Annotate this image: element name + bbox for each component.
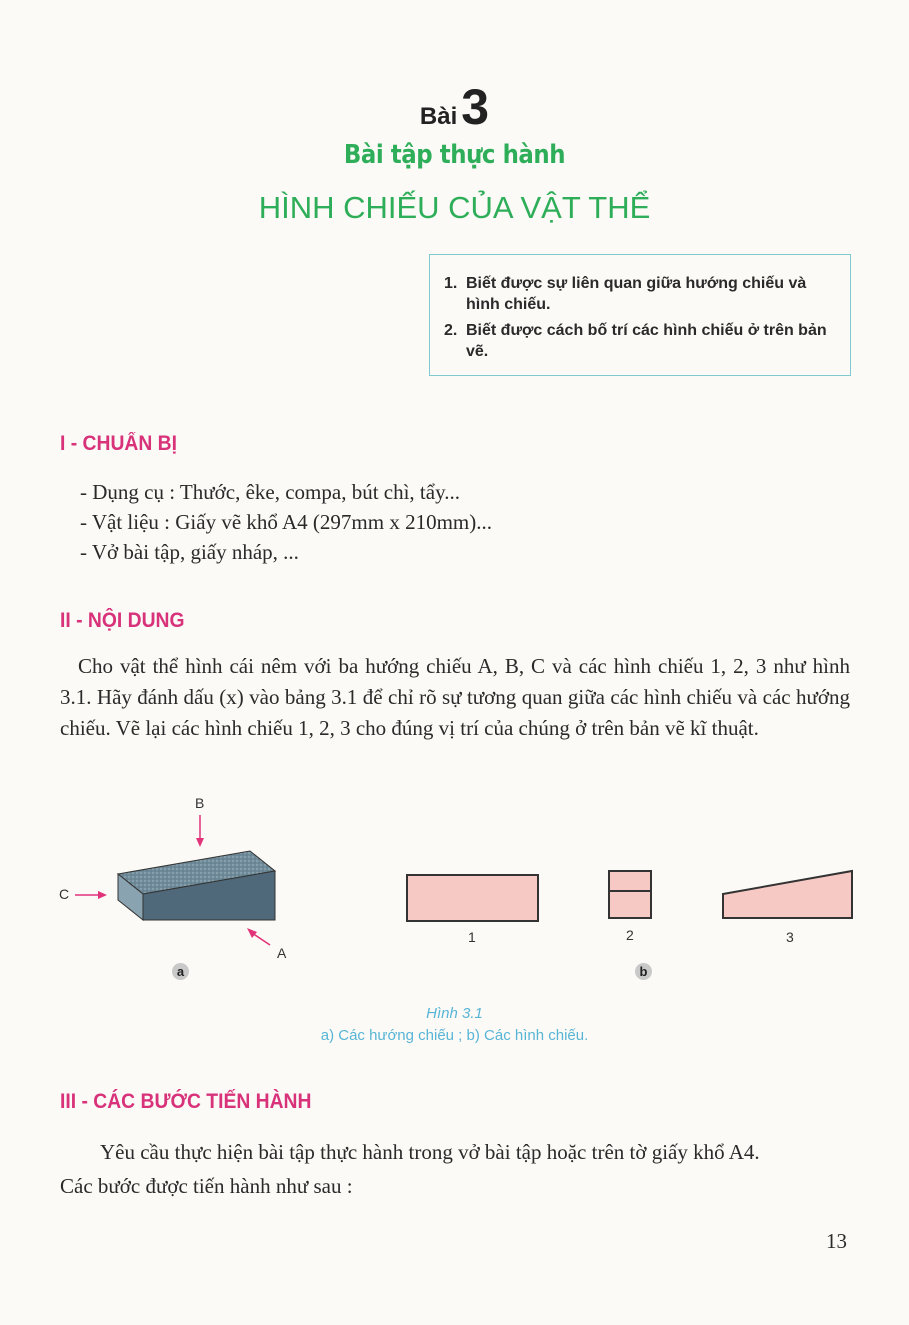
prep-item: - Vở bài tập, giấy nháp, ... [80, 540, 299, 564]
steps-line: Các bước được tiến hành như sau : [60, 1174, 353, 1198]
steps-line: Yêu cầu thực hiện bài tập thực hành trong vở bài tập hoặc trên tờ giấy khổ A4. [100, 1140, 760, 1164]
objective-text: Biết được cách bố trí các hình chiếu ở trên bản vẽ. [466, 322, 827, 360]
lesson-header [0, 78, 909, 136]
objective-text: Biết được sự liên quan giữa hướng chiếu và hình chiếu. [466, 275, 807, 313]
direction-label-b: B [195, 795, 205, 811]
arrow-c [75, 891, 107, 899]
figure-caption-text: a) Các hướng chiếu ; b) Các hình chiếu. [320, 1027, 589, 1044]
wedge-object [118, 851, 275, 920]
prep-item: - Vật liệu : Giấy vẽ khổ A4 (297mm x 210mm)... [80, 510, 492, 534]
view-2-shape [609, 871, 651, 918]
objective-number: 1. [444, 275, 458, 292]
objectives-box [429, 254, 851, 376]
objective-item [444, 320, 840, 362]
view-1-shape [407, 875, 538, 921]
section-heading-prep: I - CHUẨN BỊ [60, 432, 177, 455]
subfigure-badge-a: a [172, 963, 189, 980]
lesson-subtitle: Bài tập thực hành [343, 140, 566, 170]
objective-number: 2. [444, 322, 458, 339]
lesson-number: 3 [461, 79, 490, 135]
view-label-2: 2 [626, 927, 634, 943]
arrow-a [247, 928, 270, 945]
figure-3-1 [0, 790, 909, 1000]
page-number: 13 [826, 1229, 847, 1253]
lesson-word: Bài [419, 103, 458, 130]
section-heading-content: II - NỘI DUNG [60, 609, 185, 632]
view-label-3: 3 [786, 929, 794, 945]
subfigure-badge-b: b [635, 963, 652, 980]
arrow-b [196, 815, 204, 847]
content-paragraph-text: Cho vật thể hình cái nêm với ba hướng chiếu A, B, C và các hình chiếu 1, 2, 3 như hình 3.1. Hãy đánh dấu (x) vào bảng 3.1 để chỉ rõ sự tương quan giữa các hình chiếu và các hướng chiếu. Vẽ lại các hình chiếu 1, 2, 3 cho đúng vị trí của chúng ở trên bản vẽ kĩ thuật. [60, 654, 850, 740]
direction-label-c: C [59, 886, 70, 902]
lesson-title: HÌNH CHIẾU CỦA VẬT THỂ [258, 190, 651, 225]
figure-caption-title: Hình 3.1 [426, 1005, 483, 1022]
view-label-1: 1 [468, 929, 476, 945]
direction-label-a: A [277, 945, 287, 961]
prep-item: - Dụng cụ : Thước, êke, compa, bút chì, tẩy... [80, 480, 460, 504]
section-heading-steps: III - CÁC BƯỚC TIẾN HÀNH [60, 1090, 312, 1113]
view-3-shape [723, 871, 852, 918]
objective-item [444, 273, 840, 315]
content-paragraph [60, 651, 850, 744]
